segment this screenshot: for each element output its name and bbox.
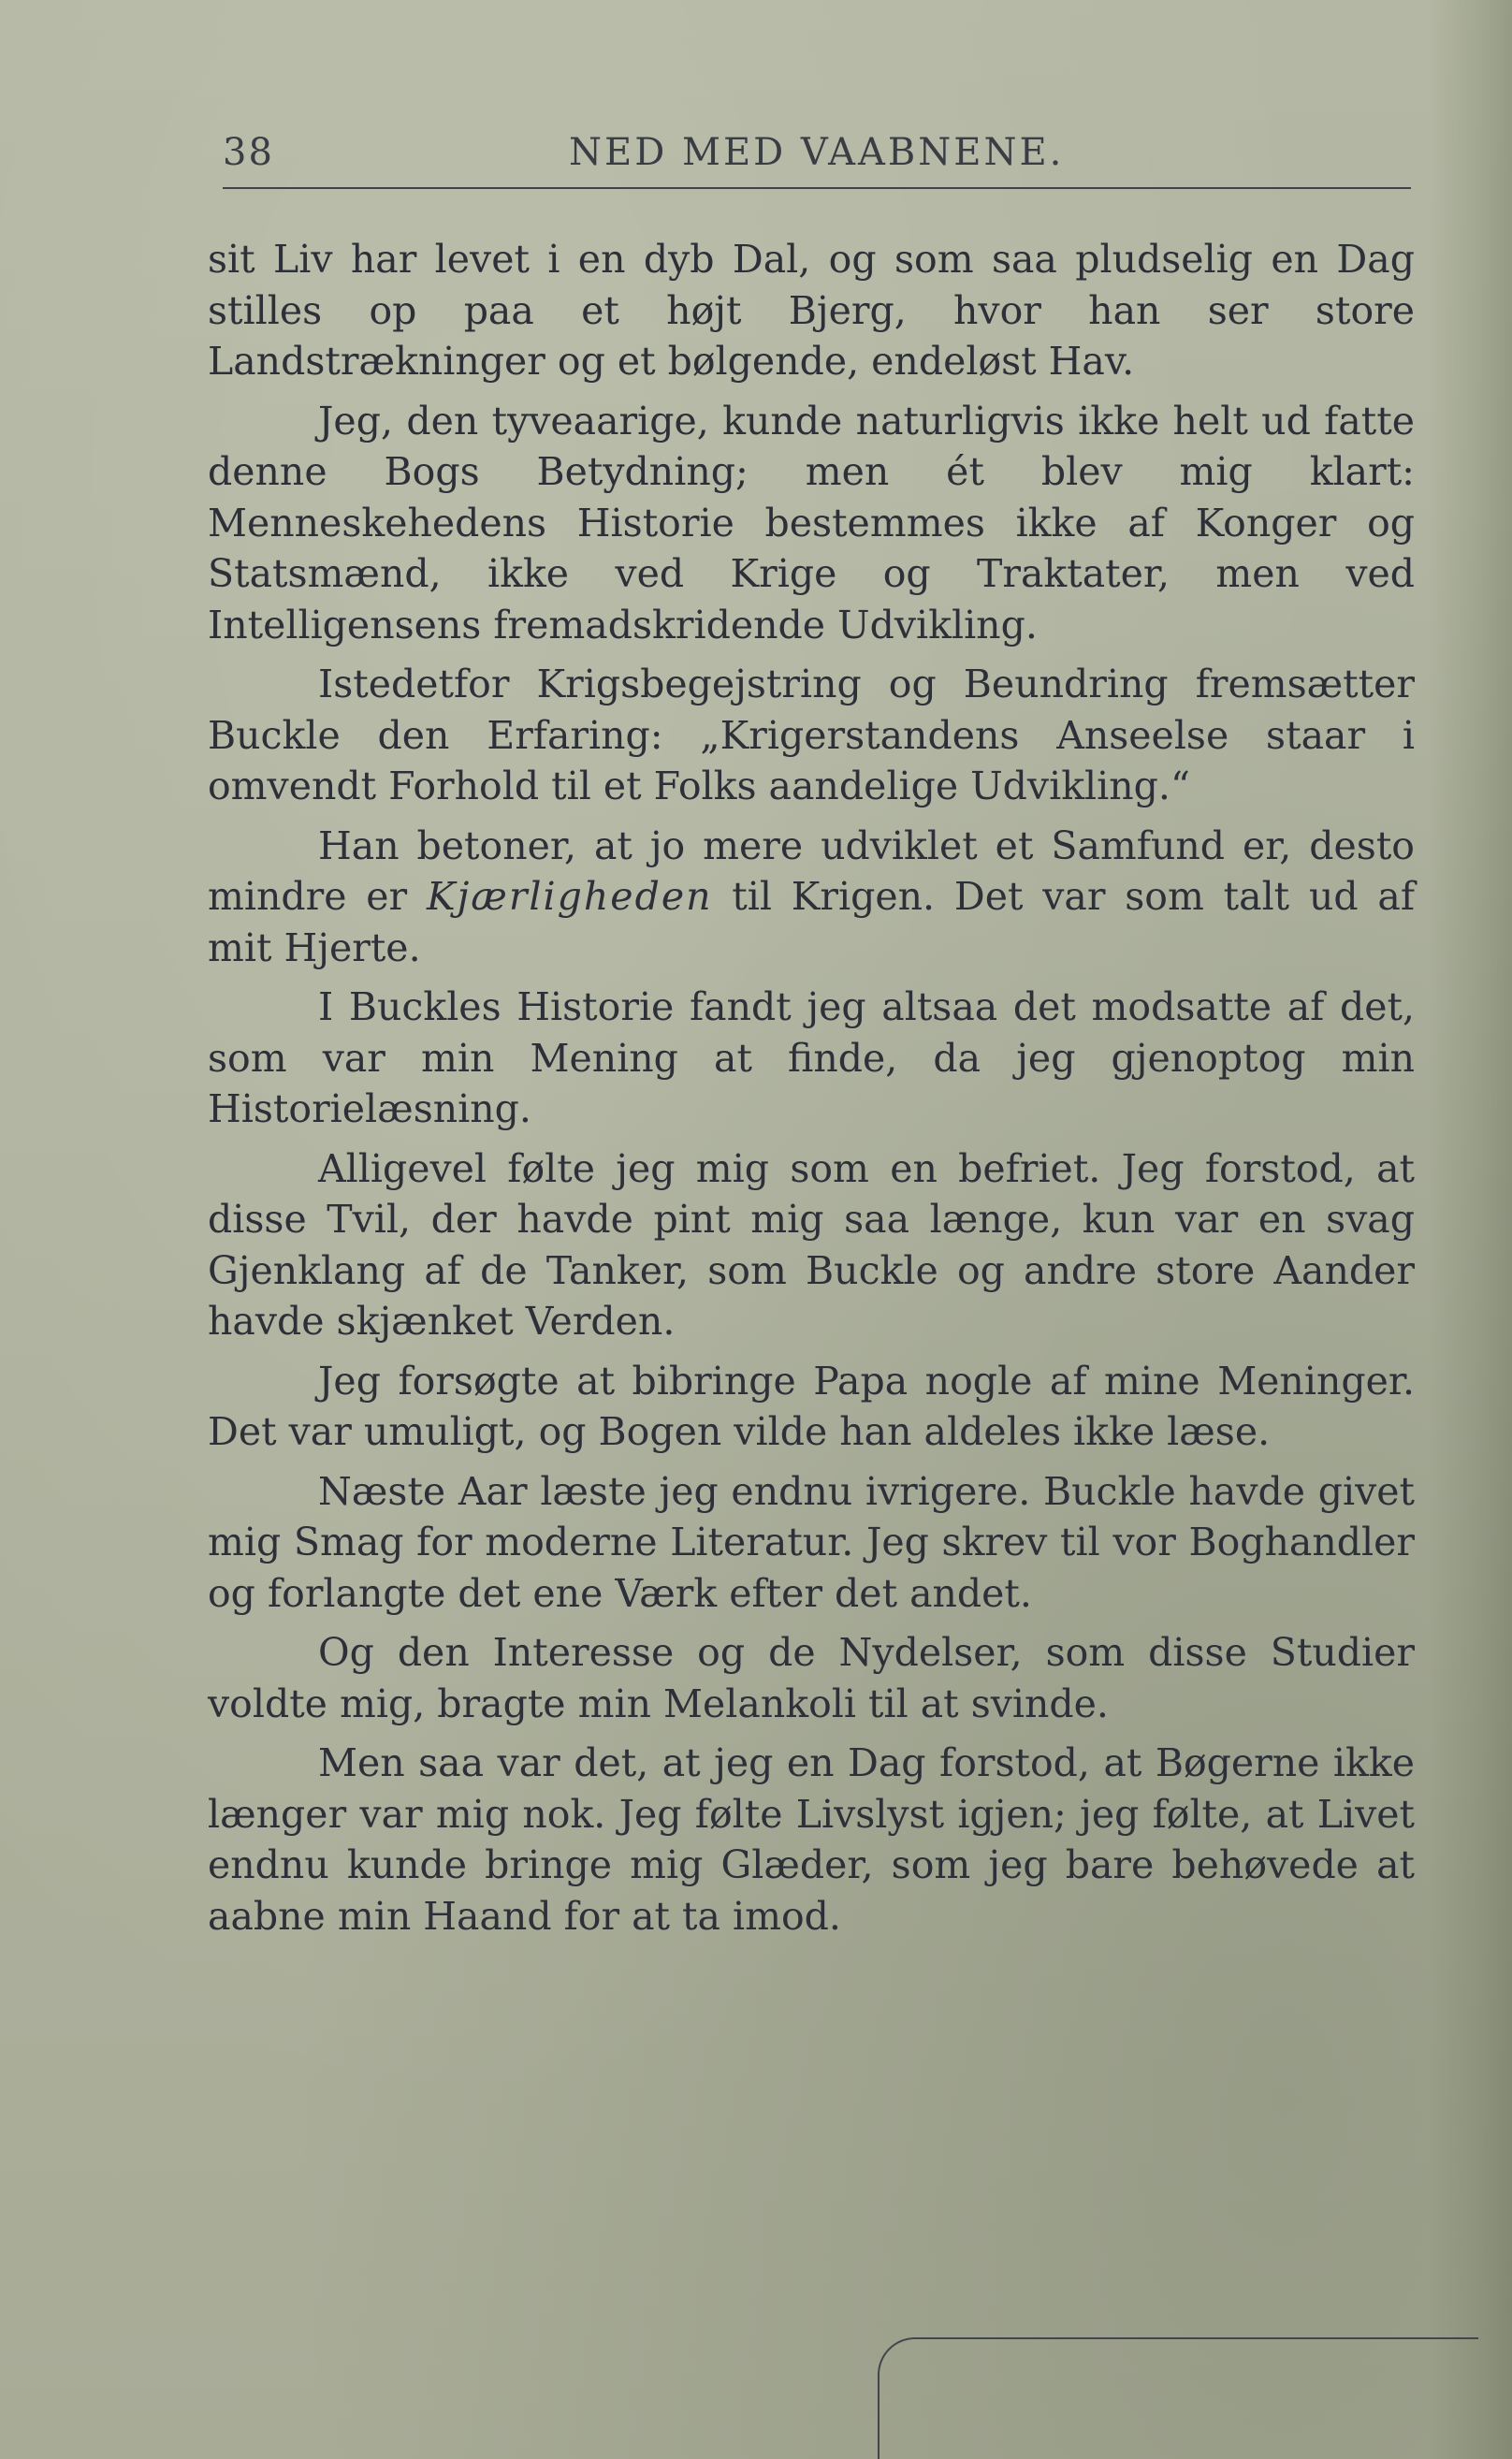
paragraph-2: Jeg, den tyveaarige, kunde naturligvis ikke helt ud fatte denne Bogs Betydning; men ét blev mig klart: Menneskehedens Historie bestemmes ikke af Konger og Statsmænd, ikke ved Krige og Traktater, men ved Intelligensens fremadskridende Udvikling. xyxy=(208,398,1415,647)
running-head xyxy=(223,131,1411,187)
paragraph-9: Og den Interesse og de Nydelser, som disse Studier voldte mig, bragte min Melankoli til at svinde. xyxy=(208,1630,1415,1726)
emphasized-word: Kjærligheden xyxy=(426,874,713,919)
page-number: 38 xyxy=(223,131,274,174)
paragraph-3: Istedetfor Krigsbegejstring og Beundring fremsætter Buckle den Erfaring: „Krigerstandens Anseelse staar i omvendt Forhold til et Folks aandelige Udvikling.“ xyxy=(208,662,1415,808)
stamp-frame-outline xyxy=(878,2337,1478,2459)
paragraph-5: I Buckles Historie fandt jeg altsaa det modsatte af det, som var min Mening at finde, da jeg gjenoptog min Historielæsning. xyxy=(208,984,1415,1131)
paragraph-4 xyxy=(208,821,1415,974)
body-text xyxy=(208,234,1415,1950)
running-title: NED MED VAABNENE. xyxy=(569,131,1065,174)
header-rule xyxy=(223,187,1411,189)
page-edge-shadow xyxy=(1428,0,1512,2459)
paragraph-6: Alligevel følte jeg mig som en befriet. Jeg forstod, at disse Tvil, der havde pint mig saa længe, kun var en svag Gjenklang af de Tanker, som Buckle og andre store Aander havde skjænket Verden. xyxy=(208,1145,1415,1344)
paragraph-1: sit Liv har levet i en dyb Dal, og som saa pludselig en Dag stilles op paa et højt Bjerg, hvor han ser store Landstrækninger og et bølgende, endeløst Hav. xyxy=(208,237,1415,384)
paragraph-4-end: til Krigen. Det var som talt ud af mit Hjerte. xyxy=(208,874,1416,970)
paragraph-10: Men saa var det, at jeg en Dag forstod, at Bøgerne ikke længer var mig nok. Jeg følte Livslyst igjen; jeg følte, at Livet endnu kunde bringe mig Glæder, som jeg bare behøvede at aabne min Haand for at ta imod. xyxy=(208,1740,1415,1939)
paragraph-7: Jeg forsøgte at bibringe Papa nogle af mine Meninger. Det var umuligt, og Bogen vilde han aldeles ikke læse. xyxy=(208,1358,1415,1454)
paragraph-8: Næste Aar læste jeg endnu ivrigere. Buckle havde givet mig Smag for moderne Literatur. Jeg skrev til vor Boghandler og forlangte det ene Værk efter det andet. xyxy=(208,1468,1415,1616)
paragraph-4-start: Han betoner, at jo mere udviklet et Samfund er, desto mindre er xyxy=(208,822,1415,919)
